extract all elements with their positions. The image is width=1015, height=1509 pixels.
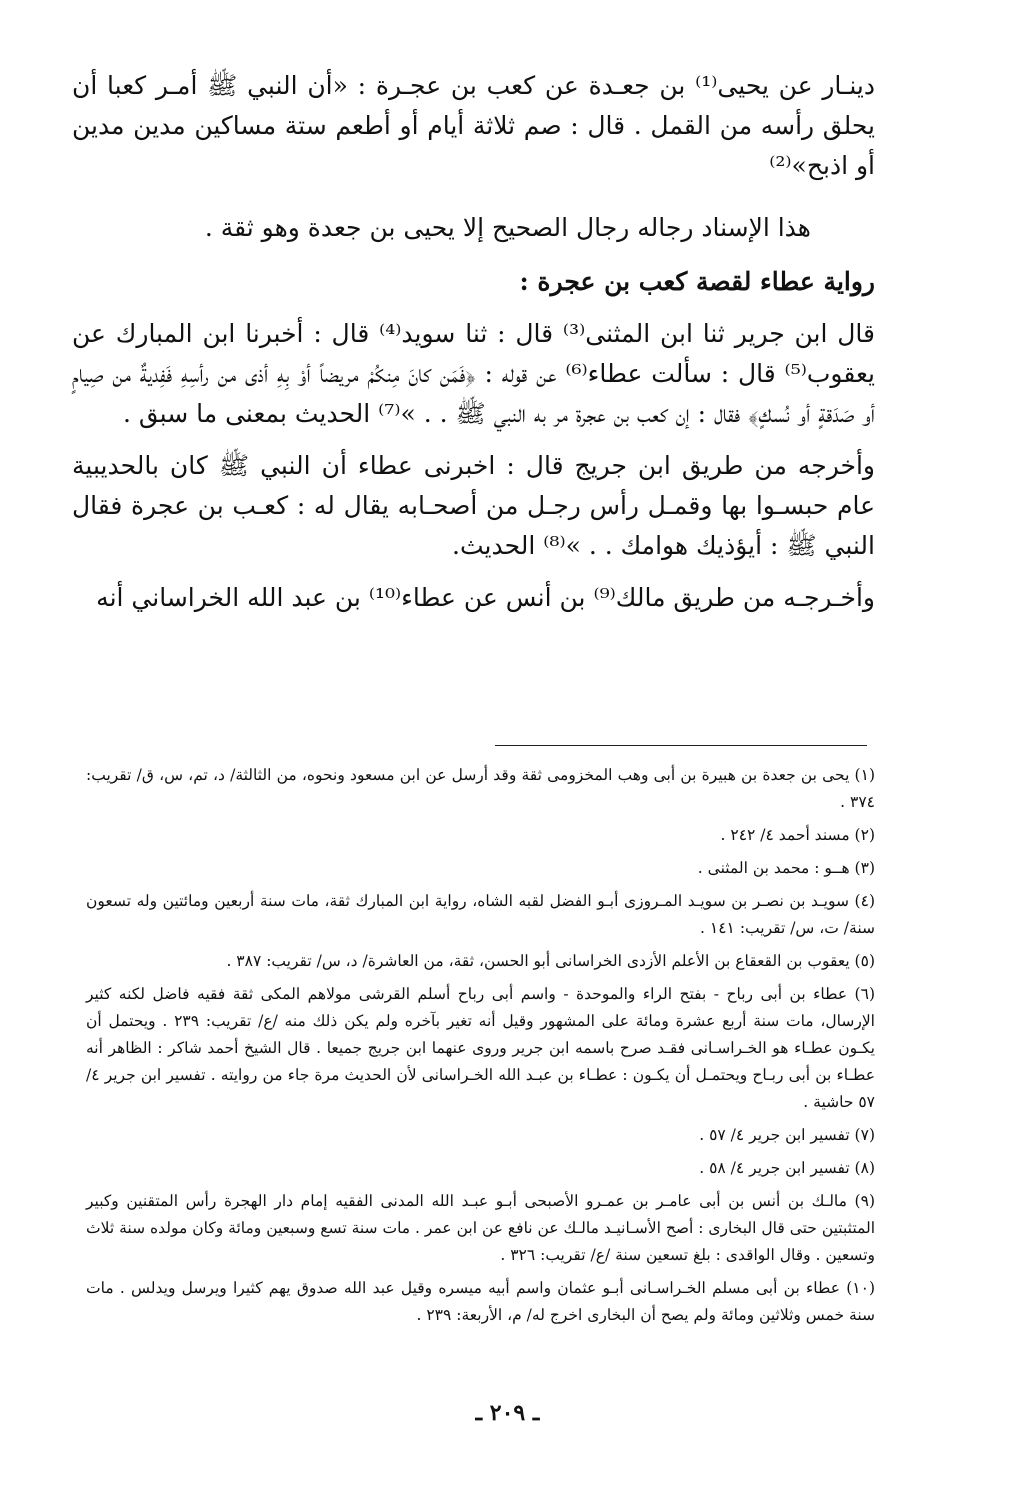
footnote-5: (٥) يعقوب بن القعقاع بن الأعلم الأزدى الخراسانى أبو الحسن، ثقة، من العاشرة/ د، س/ تقريب: ٣٨٧ .	[226, 952, 875, 970]
footnote-divider	[495, 745, 867, 746]
page-number: ـ ٢٠٩ ـ	[475, 1400, 540, 1426]
footnote-6: (٦) عطاء بن أبى رباح - بفتح الراء والموحدة - واسم أبى رباح أسلم القرشى مولاهم المكى ثقة فقيه فاضل لكنه كثير الإرسال، مات سنة أربع عشرة ومائة على المشهور وقيل أنه تغير بآخره ولم يكن ذلك منه /ع/ تقريب: ٢٣٩ . ويحتمل أن يكـون عطـاء هو الخـراسـانى فقـد صرح باسمه ابن جرير وروى عنهما ابن جريج جميعا . قال الشيخ أحمد شاكر : الظاهر أنه عطـاء بن أبى ربـاح ويحتمـل أن يكـون : عطـاء بن عبـد الله الخـراسانى لأن الحديث مرة جاء من روايته . تفسير ابن جرير ٤/ ٥٧ حاشية .	[86, 985, 875, 1111]
footnote-3: (٣) هــو : محمد بن المثنى .	[697, 859, 875, 877]
footnote-7: (٧) تفسير ابن جرير ٤/ ٥٧ .	[699, 1126, 875, 1144]
footnote-4: (٤) سويـد بن نصـر بن سويـد المـروزى أبـو الفضل لقبه الشاه، رواية ابن المبارك ثقة، مات سنة أربعين ومائتين وله تسعون سنة/ ت، س/ تقريب: ١٤١ .	[86, 892, 875, 937]
paragraph-1: دينـار عن يحيى⁽¹⁾ بن جعـدة عن كعب بن عجـرة : «أن النبي ﷺ أمـر كعبا أن يحلق رأسه من القمل . قال : صم ثلاثة أيام أو أطعم ستة مساكين مدين مدين أو اذبح»⁽²⁾	[72, 71, 876, 180]
footnote-10: (١٠) عطاء بن أبى مسلم الخـراسـانى أبـو عثمان واسم أبيه ميسره وقيل عبد الله صدوق يهم كثيرا ويرسل ويدلس . مات سنة خمس وثلاثين ومائة ولم يصح أن البخارى اخرج له/ م، الأربعة: ٢٣٩ .	[86, 1279, 875, 1324]
footnote-8: (٨) تفسير ابن جرير ٤/ ٥٨ .	[699, 1159, 875, 1177]
paragraph-2: هذا الإسناد رجاله رجال الصحيح إلا يحيى بن جعدة وهو ثقة .	[204, 213, 811, 242]
footnote-1: (١) يحى بن جعدة بن هبيرة بن أبى وهب المخزومى ثقة وقد أرسل عن ابن مسعود ونحوه، من الثالثة/ د، تم، س، ق/ تقريب: ٣٧٤ .	[86, 766, 875, 811]
paragraph-4: وأخرجه من طريق ابن جريج قال : اخبرنى عطاء أن النبي ﷺ كان بالحديبية عام حبسـوا بها وقمـل رأس رجـل من أصحـابه يقال له : كعـب بن عجرة فقال النبي ﷺ : أيؤذيك هوامك . . »⁽⁸⁾ الحديث.	[72, 451, 875, 560]
section-heading: رواية عطاء لقصة كعب بن عجرة :	[519, 267, 875, 296]
footnotes	[86, 762, 875, 1335]
main-text	[72, 66, 875, 630]
footnote-9: (٩) مالـك بن أنس بن أبى عامـر بن عمـرو الأصبحى أبـو عبـد الله المدنى الفقيه إمام دار الهجرة رأس المتقنين وكبير المتثبتين حتى قال البخارى : أصح الأسـانيـد مالـك عن نافع عن ابن عمر . مات سنة تسع وسبعين ومائة وكان مولده سنة ثلاث وتسعين . وقال الواقدى : بلغ تسعين سنة /ع/ تقريب: ٣٢٦ .	[86, 1192, 875, 1264]
footnote-2: (٢) مسند أحمد ٤/ ٢٤٢ .	[720, 826, 875, 844]
paragraph-5: وأخـرجـه من طريق مالك⁽⁹⁾ بن أنس عن عطاء⁽¹⁰⁾ بن عبد الله الخراساني أنه	[96, 583, 875, 612]
paragraph-3: قال ابن جرير ثنا ابن المثنى⁽³⁾ قال : ثنا سويد⁽⁴⁾ قال : أخبرنا ابن المبارك عن يعقوب⁽⁵⁾ قال : سألت عطاء⁽⁶⁾ عن قوله : ﴿فَمَن كانَ مِنكُمْ مريضاً أوْ بِهِ أذى من رأسِهِ فَفِديةٌ من صِيامٍ أو صَدَقةٍ أو نُسكٍ﴾ فقال : إن كعب بن عجرة مر به النبي ﷺ . . »⁽⁷⁾ الحديث بمعنى ما سبق .	[72, 319, 875, 428]
